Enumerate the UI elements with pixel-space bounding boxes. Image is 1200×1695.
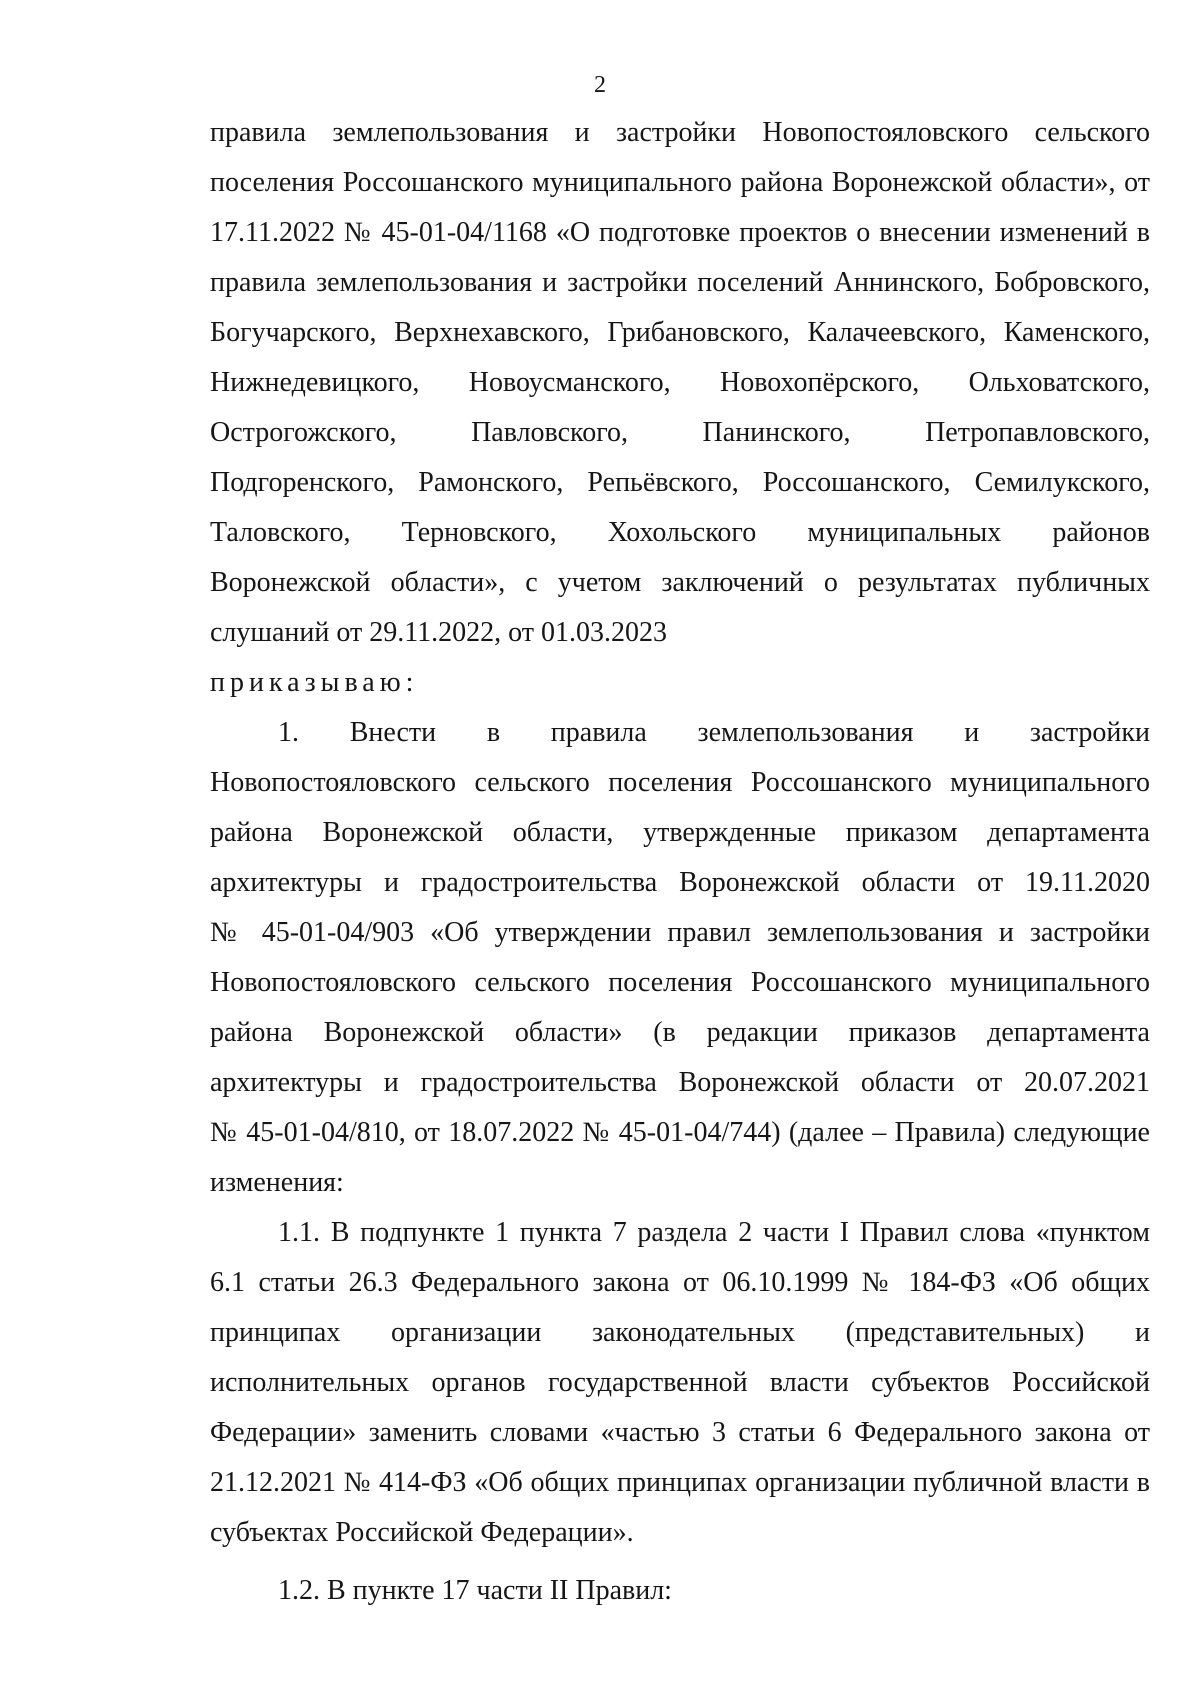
text-line: Острогожского, Павловского, Панинского, Петропавловского, (210, 417, 1150, 448)
paragraph-spacer (210, 1558, 1150, 1566)
text-line: поселения Россошанского муниципального района Воронежской области», от (210, 167, 1150, 198)
text-line: 17.11.2022 № 45-01-04/1168 «О подготовке проектов о внесении изменений в (210, 217, 1150, 248)
text-line: № 45-01-04/810, от 18.07.2022 № 45-01-04/744) (далее – Правила) следующие (210, 1117, 1150, 1148)
text-line: изменения: (210, 1167, 344, 1198)
text-line: 21.12.2021 № 414-ФЗ «Об общих принципах организации публичной власти в (210, 1467, 1150, 1498)
text-line: Богучарского, Верхнехавского, Грибановского, Калачеевского, Каменского, (210, 317, 1150, 348)
text-line: Подгоренского, Рамонского, Репьёвского, Россошанского, Семилукского, (210, 467, 1150, 498)
text-line: № 45-01-04/903 «Об утверждении правил землепользования и застройки (210, 917, 1150, 948)
text-line: 1. Внести в правила землепользования и застройки (278, 717, 1150, 748)
text-line: Нижнедевицкого, Новоусманского, Новохопёрского, Ольховатского, (210, 367, 1150, 398)
text-line: субъектах Российской Федерации». (210, 1517, 634, 1548)
text-line: принципах организации законодательных (представительных) и (210, 1317, 1150, 1348)
text-line: Таловского, Терновского, Хохольского муниципальных районов (210, 517, 1150, 548)
document-body (210, 108, 1150, 1616)
text-line: 1.1. В подпункте 1 пункта 7 раздела 2 части I Правил слова «пунктом (278, 1217, 1150, 1248)
page-number: 2 (594, 72, 606, 98)
text-line: Новопостояловского сельского поселения Россошанского муниципального (210, 767, 1150, 798)
paragraph-prikazyvayu (210, 658, 1150, 708)
text-line: 6.1 статьи 26.3 Федерального закона от 06.10.1999 № 184-ФЗ «Об общих (210, 1267, 1150, 1298)
paragraph-intro (210, 108, 1150, 658)
paragraph-item-1 (210, 708, 1150, 1208)
paragraph-item-1-1 (210, 1208, 1150, 1558)
text-line: правила землепользования и застройки Новопостояловского сельского (210, 117, 1150, 148)
text-line: района Воронежской области, утвержденные приказом департамента (210, 817, 1150, 848)
text-line: архитектуры и градостроительства Воронежской области от 20.07.2021 (210, 1067, 1150, 1098)
text-line: правила землепользования и застройки поселений Аннинского, Бобровского, (210, 267, 1150, 298)
paragraph-item-1-2 (210, 1566, 1150, 1616)
text-line: района Воронежской области» (в редакции приказов департамента (210, 1017, 1150, 1048)
text-line: архитектуры и градостроительства Воронежской области от 19.11.2020 (210, 867, 1150, 898)
text-line: Воронежской области», с учетом заключений о результатах публичных (210, 567, 1150, 598)
text-line: Новопостояловского сельского поселения Россошанского муниципального (210, 967, 1150, 998)
text-line: 1.2. В пункте 17 части II Правил: (278, 1575, 672, 1606)
order-word: приказываю: (210, 667, 419, 698)
text-line: исполнительных органов государственной власти субъектов Российской (210, 1367, 1150, 1398)
text-line: Федерации» заменить словами «частью 3 статьи 6 Федерального закона от (210, 1417, 1150, 1448)
text-line: слушаний от 29.11.2022, от 01.03.2023 (210, 617, 668, 648)
